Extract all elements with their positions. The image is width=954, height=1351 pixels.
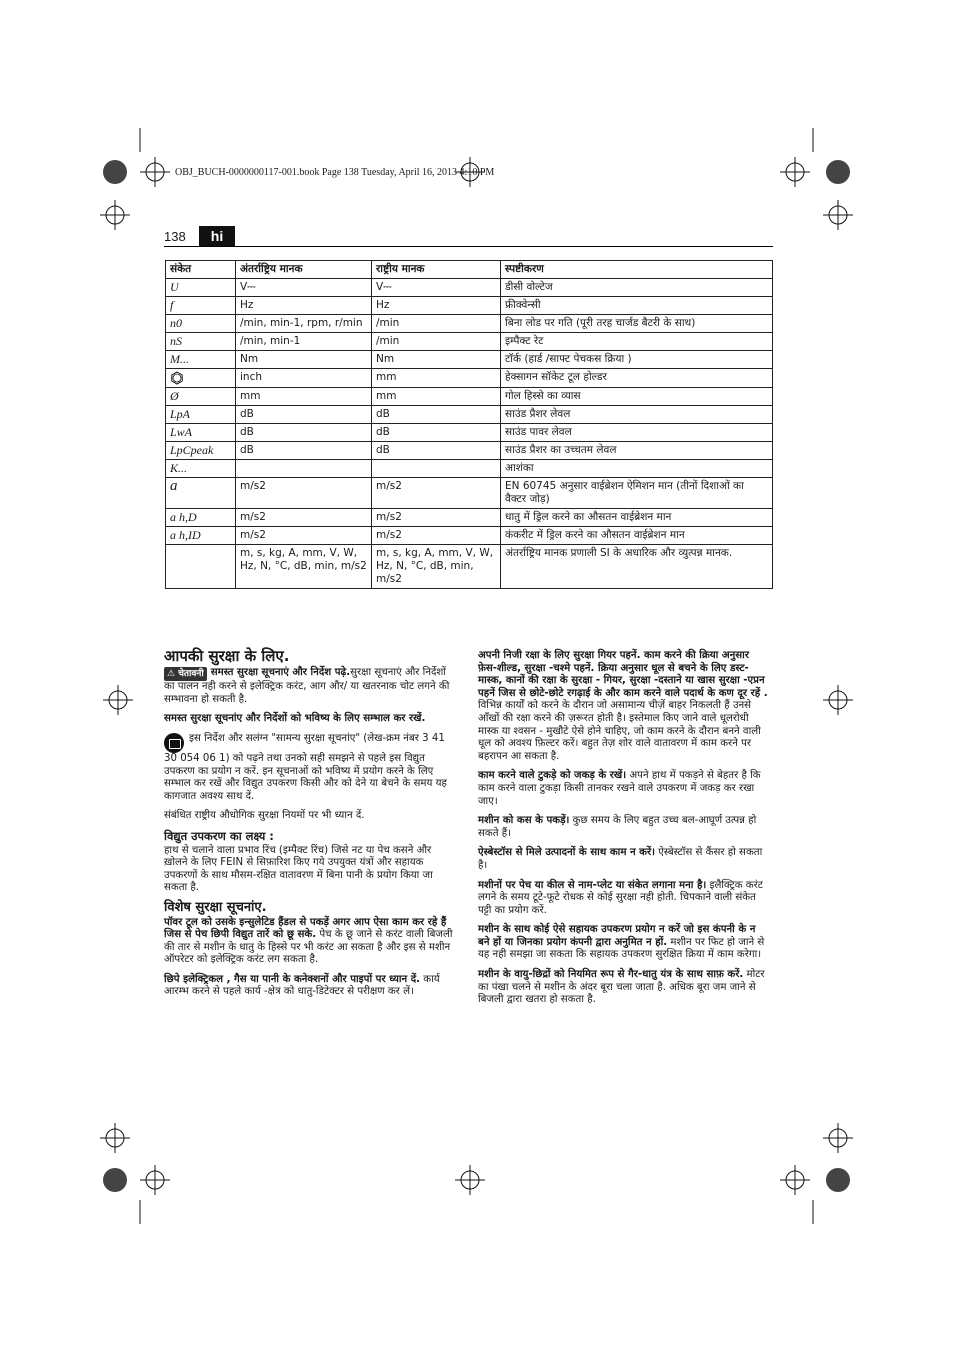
clamp-workpiece-heading: काम करने वाले टुकड़े को जकड़ के रखें।: [478, 770, 627, 782]
table-row: [166, 315, 773, 333]
crop-mark-bottom-center: [455, 1165, 485, 1195]
right-column: [478, 650, 770, 1014]
table-header: अंतर्राष्ट्रिय मानक: [236, 261, 372, 279]
intl-unit-cell: Hz: [236, 297, 372, 315]
symbol-cell: LpCpeak: [166, 442, 236, 460]
national-unit-cell: mm: [372, 388, 501, 406]
hexagon-socket-icon: [170, 371, 184, 385]
table-row: [166, 388, 773, 406]
table-row: [166, 442, 773, 460]
description-cell: EN 60745 अनुसार वाईब्रेशन ऐमिशन मान (तीनों दिशाओं का वैक्टर जोड़): [501, 478, 773, 509]
hidden-lines-text: कार्य आरम्भ करने से पहले कार्य -क्षेत्र को धातु-डिटेक्टर से परीक्षण कर लें।: [164, 973, 440, 998]
symbol-cell: [166, 369, 236, 388]
description-cell: धातु में ड्रिल करने का औसतन वाईब्रेशन मान: [501, 509, 773, 527]
symbol-cell: M...: [166, 351, 236, 369]
symbol-cell: nS: [166, 333, 236, 351]
symbol-cell: U: [166, 279, 236, 297]
description-cell: आशंका: [501, 460, 773, 478]
national-unit-cell: V⎓: [372, 279, 501, 297]
intl-unit-cell: mm: [236, 388, 372, 406]
national-unit-cell: dB: [372, 442, 501, 460]
left-column: [164, 647, 456, 1006]
national-unit-cell: /min: [372, 333, 501, 351]
symbol-cell: K...: [166, 460, 236, 478]
table-row: [166, 369, 773, 388]
ventilation-text: मोटर का पंखा चलने से मशीन के अंदर बूरा चला जाता है. अधिक बूरा जम जाने से बिजली द्वारा खतरा हो सकता है.: [478, 969, 765, 1006]
keep-instructions-text: समस्त सुरक्षा सूचनांए और निर्देशों को भविष्य के लिए सम्भाल कर रखें.: [164, 713, 426, 725]
intl-unit-cell: Nm: [236, 351, 372, 369]
table-row: [166, 527, 773, 545]
symbol-cell: a h,D: [166, 509, 236, 527]
intl-unit-cell: dB: [236, 406, 372, 424]
page-number: 138: [164, 229, 186, 244]
read-manual-icon: [164, 733, 184, 753]
protective-gear-heading: अपनी निजी रक्षा के लिए सुरक्षा गियर पहनें. काम करने की क्रिया अनुसार फ़ेस-शील्ड, सुरक्षा -चश्मे पहनें. क्रिया अनुसार धूल से बचने के लिए डस्ट-मास्क, कानों की रक्षा के सुरक्षा - गियर, सुरक्षा -दस्ताने या खास सुरक्षा -एप्रन पहनें जिस से छोटे-छोटे रगढ़ाई के और काम करने वाले पदार्थ के कण दूर रहें .: [478, 650, 768, 699]
national-unit-cell: m/s2: [372, 527, 501, 545]
intl-unit-cell: dB: [236, 442, 372, 460]
description-cell: टॉर्क (हार्ड /साफ्ट पेचकस क्रिया ): [501, 351, 773, 369]
intl-unit-cell: m/s2: [236, 509, 372, 527]
accessories-text: मशीन पर फिट हो जाने से यह नही समझा जा सकता कि सहायक उपकरण सुरक्षित क्रिया में काम करेगा।: [478, 936, 765, 961]
hidden-lines-heading: छिपे इलेक्ट्रिकल , गैस या पानी के कनेक्शनों और पाइपों पर ध्यान दें.: [164, 973, 421, 985]
ventilation-heading: मशीन के वायु-छिद्रों को नियमित रूप से गैर-धातु यंत्र के साथ साफ़ करें.: [478, 969, 744, 981]
symbol-table: [165, 260, 773, 589]
symbol-cell: LpA: [166, 406, 236, 424]
national-unit-cell: m/s2: [372, 509, 501, 527]
nameplate-heading: मशीनों पर पेच या कील से नाम-प्लेट या संकेत लगाना मना है।: [478, 879, 707, 891]
warning-badge: ⚠ चेतावनी: [164, 667, 207, 682]
table-header: स्पष्टीकरण: [501, 261, 773, 279]
national-unit-cell: Nm: [372, 351, 501, 369]
asbestos-text: ऐस्बेस्टॉस से कैंसर हो सकता है।: [478, 847, 763, 871]
national-unit-cell: [372, 460, 501, 478]
intl-unit-cell: dB: [236, 424, 372, 442]
asbestos-heading: ऐस्बेस्टॉस से मिले उत्पादनों के साथ काम न करें।: [478, 847, 656, 859]
hold-machine-heading: मशीन को कस के पकड़ें।: [478, 815, 570, 827]
national-unit-cell: m/s2: [372, 478, 501, 509]
insulated-handle-heading: पॉवर टूल को उसके इन्सुलेटिड हैंडल से पकड़ें अगर आप ऐसा काम कर रहे हैं जिस से पेच छिपी विद्युत तारें को छू सके.: [164, 916, 447, 941]
intl-unit-cell: [236, 460, 372, 478]
table-row: [166, 460, 773, 478]
nameplate-text: इलैक्ट्रिक करंट लगने के समय टूटे-फूटे रोधक से कोई सुरक्षा नही होती. चिपकाने वाली संकेत पट्टी का प्रयोग करें.: [478, 879, 763, 916]
clamp-workpiece-text: अपने हाथ में पकड़ने से बेहतर है कि काम करने वाला टुकड़ा किसी तानकर रखने वाले उपकरण में जकड़ कर रखा जाए।: [478, 770, 761, 807]
table-header: राष्ट्रीय मानक: [372, 261, 501, 279]
symbol-table-wrapper: [165, 260, 773, 589]
description-cell: गोल हिस्से का व्यास: [501, 388, 773, 406]
symbol-cell: LwA: [166, 424, 236, 442]
intl-unit-cell: m/s2: [236, 527, 372, 545]
description-cell: इम्पैक्ट रेट: [501, 333, 773, 351]
crop-mark-left-middle: [103, 685, 133, 715]
crop-mark-bottom-right: [780, 1123, 853, 1224]
table-row: [166, 424, 773, 442]
header-rule: [164, 246, 773, 247]
national-unit-cell: mm: [372, 369, 501, 388]
national-regulations-text: संबंधित राष्ट्रीय औधोगिक सुरक्षा नियमों पर भी ध्यान दें.: [164, 810, 365, 822]
national-unit-cell: dB: [372, 406, 501, 424]
description-cell: हेक्सागन सॉकेट टूल होल्डर: [501, 369, 773, 388]
crop-mark-top-left: [100, 128, 170, 230]
table-row: [166, 406, 773, 424]
language-tag: hi: [199, 226, 235, 246]
table-row: [166, 509, 773, 527]
table-header-row: [166, 261, 773, 279]
warning-heading: समस्त सुरक्षा सूचनाएं और निर्देश पढ़े.: [210, 666, 351, 678]
protective-gear-text: विभिन्न कार्यों को करने के दौरान जो असामान्य चीज़ें बाहर निकलती हैं उनसे आँखों की रक्षा करने की ज़रूरत होती है। इस्तेमाल किए जाने वाले धूलरोधी मास्क या श्वसन - मुखौटे ऐसे होने चाहिए, जो काम करने के दौरान बनने वाली धूल को अवश्य फ़िल्टर करें। बहुत तेज़ शोर वाले वातावरण में काम करने पर बहरापन आ सकता है.: [478, 700, 761, 762]
national-unit-cell: dB: [372, 424, 501, 442]
purpose-heading: विद्युत उपकरण का लक्ष्य :: [164, 828, 274, 843]
manual-reference-text: इस निर्देश और सलंग्न "सामन्य सुरक्षा सूचनांए" (लेख-क्रम नंबर 3 41 30 054 06 1) को पढ़ने तथा उनको सही समझने से पहले इस विद्युत उपकरण का प्रयोग न करें. इन सूचनाओं को भविष्य में प्रयोग करने के लिए सम्भाल कर रखें और विद्युत उपकरण किसी और को देने या बेचने के समय यह कागजात अवश्य साथ दें.: [164, 732, 447, 802]
symbol-cell: f: [166, 297, 236, 315]
table-row: [166, 545, 773, 589]
table-row: [166, 478, 773, 509]
description-cell: साउंड प्रैशर लेवल: [501, 406, 773, 424]
intl-unit-cell: /min, min-1, rpm, r/min: [236, 315, 372, 333]
description-cell: बिना लोड पर गति (पूरी तरह चार्जड बैटरी के साथ): [501, 315, 773, 333]
intl-unit-cell: /min, min-1: [236, 333, 372, 351]
crop-mark-bottom-left: [100, 1123, 170, 1224]
purpose-text: हाथ से चलाने वाला प्रभाव रिंच (इम्पैक्ट रिंच) जिसे नट या पेच कसने और ख़ोलने के लिए FEIN से सिफ़ारिश किए गये उपयुक्त यंत्रों और सहायक उपकरणों के साथ मौसम-रक्षित वातावरण में बिना पानी के प्रयोग किया जा सकता है.: [164, 844, 433, 894]
crop-mark-right-middle: [823, 685, 853, 715]
intl-unit-cell: m, s, kg, A, mm, V, W, Hz, N, °C, dB, min, m/s2: [236, 545, 372, 589]
intl-unit-cell: inch: [236, 369, 372, 388]
national-unit-cell: /min: [372, 315, 501, 333]
insulated-handle-text: पेच के छू जाने से करंट वाली बिजली की तार से मशीन के धातु के हिस्से पर भी करंट आ सकता है और इस से मशीन ऑपरेटर को इलेक्ट्रिक करंट लग सकता है.: [164, 929, 453, 966]
table-row: [166, 279, 773, 297]
warning-text: सुरक्षा सूचनाएं और निर्देशों का पालन नही करने से इलेक्ट्रिक करंट, आग और/ या खतरनाक चोट लगने की सम्भावना हो सकती है.: [164, 666, 450, 705]
table-row: [166, 333, 773, 351]
intl-unit-cell: V⎓: [236, 279, 372, 297]
national-unit-cell: Hz: [372, 297, 501, 315]
symbol-cell: a: [166, 478, 236, 509]
accessories-heading: मशीन के साथ कोई ऐसे सहायक उपकरण प्रयोग न करें जो इस कंपनी के न बने हों या जिनका प्रयोग कंपनी द्वारा अनुमित न हों.: [478, 924, 756, 948]
symbol-cell: a h,ID: [166, 527, 236, 545]
description-cell: अंतर्राष्ट्रिय मानक प्रणाली SI के अधारिक और व्युत्पन्न मानक.: [501, 545, 773, 589]
description-cell: डीसी वोल्टेज: [501, 279, 773, 297]
national-unit-cell: m, s, kg, A, mm, V, W, Hz, N, °C, dB, min, m/s2: [372, 545, 501, 589]
intl-unit-cell: m/s2: [236, 478, 372, 509]
special-safety-heading: विशेष सुरक्षा सूचनांए.: [164, 899, 267, 915]
section-title: आपकी सुरक्षा के लिए.: [164, 647, 290, 665]
table-header: संकेत: [166, 261, 236, 279]
book-info-line: OBJ_BUCH-0000000117-001.book Page 138 Tuesday, April 16, 2013 4:10 PM: [175, 167, 495, 178]
description-cell: फ्रीक्वेन्सी: [501, 297, 773, 315]
symbol-cell: [166, 545, 236, 589]
symbol-cell: n0: [166, 315, 236, 333]
table-row: [166, 297, 773, 315]
description-cell: कंकरीट में ड्रिल करने का औसतन वाईब्रेशन मान: [501, 527, 773, 545]
description-cell: साउंड पावर लेवल: [501, 424, 773, 442]
table-row: [166, 351, 773, 369]
description-cell: साउंड प्रैशर का उच्चतम लेवल: [501, 442, 773, 460]
crop-mark-top-right: [780, 128, 853, 230]
symbol-cell: Ø: [166, 388, 236, 406]
hold-machine-text: कुछ समय के लिए बहुत उच्च बल-आघूर्ण उत्पन्न हो सकते हैं।: [478, 815, 757, 839]
